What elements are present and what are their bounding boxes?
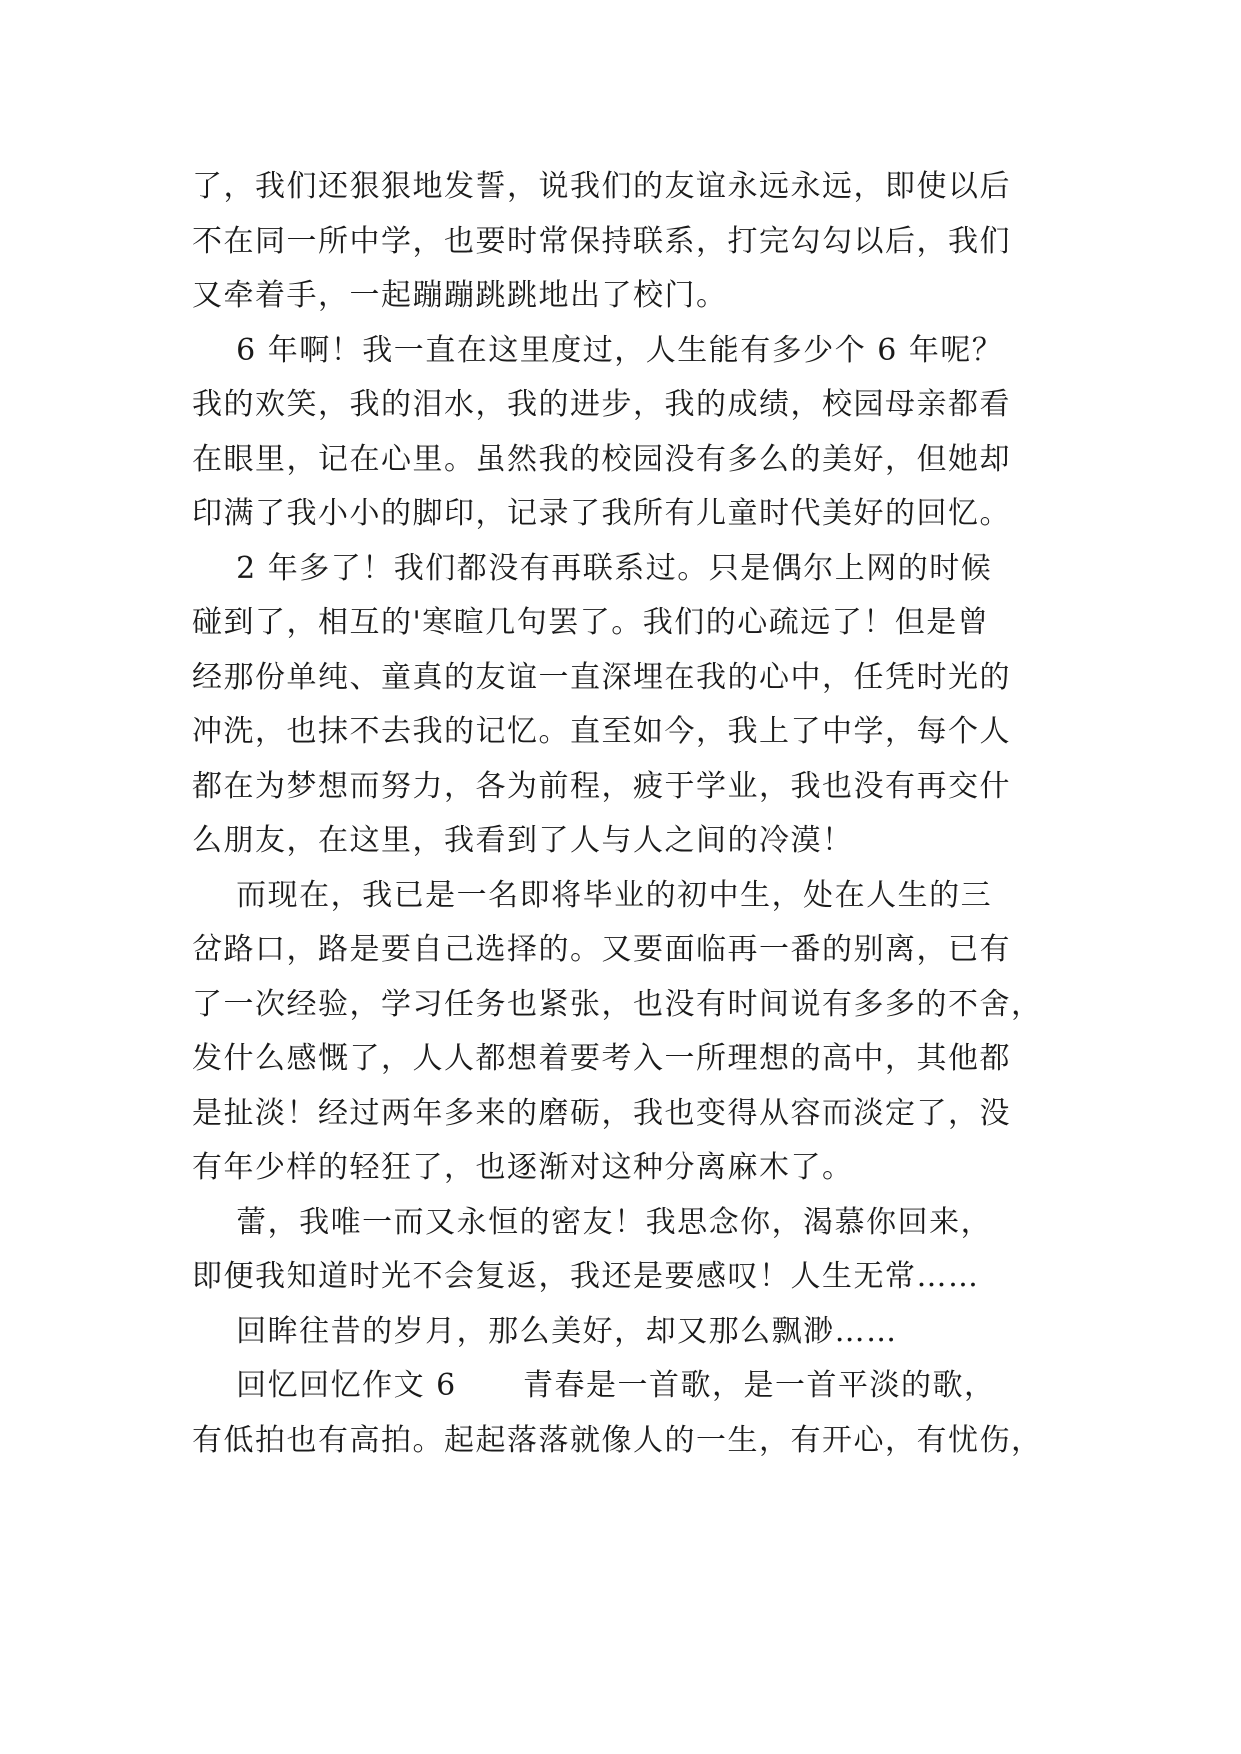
text-line: 有低拍也有高拍。起起落落就像人的一生，有开心，有忧伤， [192,1422,1043,1458]
text-line: 回眸往昔的岁月，那么美好，却又那么飘渺…… [192,1313,898,1349]
text-line: 冲洗，也抹不去我的记忆。直至如今，我上了中学，每个人 [192,714,1011,749]
text-line: 都在为梦想而努力，各为前程，疲于学业，我也没有再交什 [192,768,1011,804]
text-line: 我的欢笑，我的泪水，我的进步，我的成绩，校园母亲都看 [192,387,1011,422]
text-line: 印满了我小小的脚印，记录了我所有儿童时代美好的回忆。 [192,496,1011,531]
text-line: 蕾，我唯一而又永恒的密友！我思念你，渴慕你回来， [192,1204,993,1240]
text-line: 在眼里，记在心里。虽然我的校园没有多么的美好，但她却 [192,441,1011,477]
text-line: 发什么感慨了，人人都想着要考入一所理想的高中，其他都 [192,1041,1011,1076]
text-line: 了，我们还狠狠地发誓，说我们的友谊永远永远，即使以后 [192,169,1011,204]
text-line: 6 年啊！我一直在这里度过，人生能有多少个 6 年呢？ [192,332,1004,368]
text-line: 么朋友，在这里，我看到了人与人之间的冷漠！ [192,823,854,858]
text-line: 碰到了，相互的'寒暄几句罢了。我们的心疏远了！但是曾 [192,605,990,640]
text-line: 而现在，我已是一名即将毕业的初中生，处在人生的三 [192,877,993,913]
text-line: 不在同一所中学，也要时常保持联系，打完勾勾以后，我们 [192,223,1011,259]
text-line: 即便我知道时光不会复返，我还是要感叹！人生无常…… [192,1259,980,1294]
text-line: 有年少样的轻狂了，也逐渐对这种分离麻木了。 [192,1150,854,1185]
text-line: 又牵着手，一起蹦蹦跳跳地出了校门。 [192,278,728,313]
text-line: 回忆回忆作文 6 青春是一首歌，是一首平淡的歌， [192,1368,996,1403]
text-line: 是扯淡！经过两年多来的磨砺，我也变得从容而淡定了，没 [192,1095,1011,1131]
text-line: 2 年多了！我们都没有再联系过。只是偶尔上网的时候 [192,550,993,586]
text-line: 岔路口，路是要自己选择的。又要面临再一番的别离，已有 [192,932,1011,967]
essay-text [192,160,1052,1468]
text-line: 经那份单纯、童真的友谊一直深埋在我的心中，任凭时光的 [192,659,1011,695]
text-line: 了一次经验，学习任务也紧张，也没有时间说有多多的不舍， [192,986,1043,1022]
